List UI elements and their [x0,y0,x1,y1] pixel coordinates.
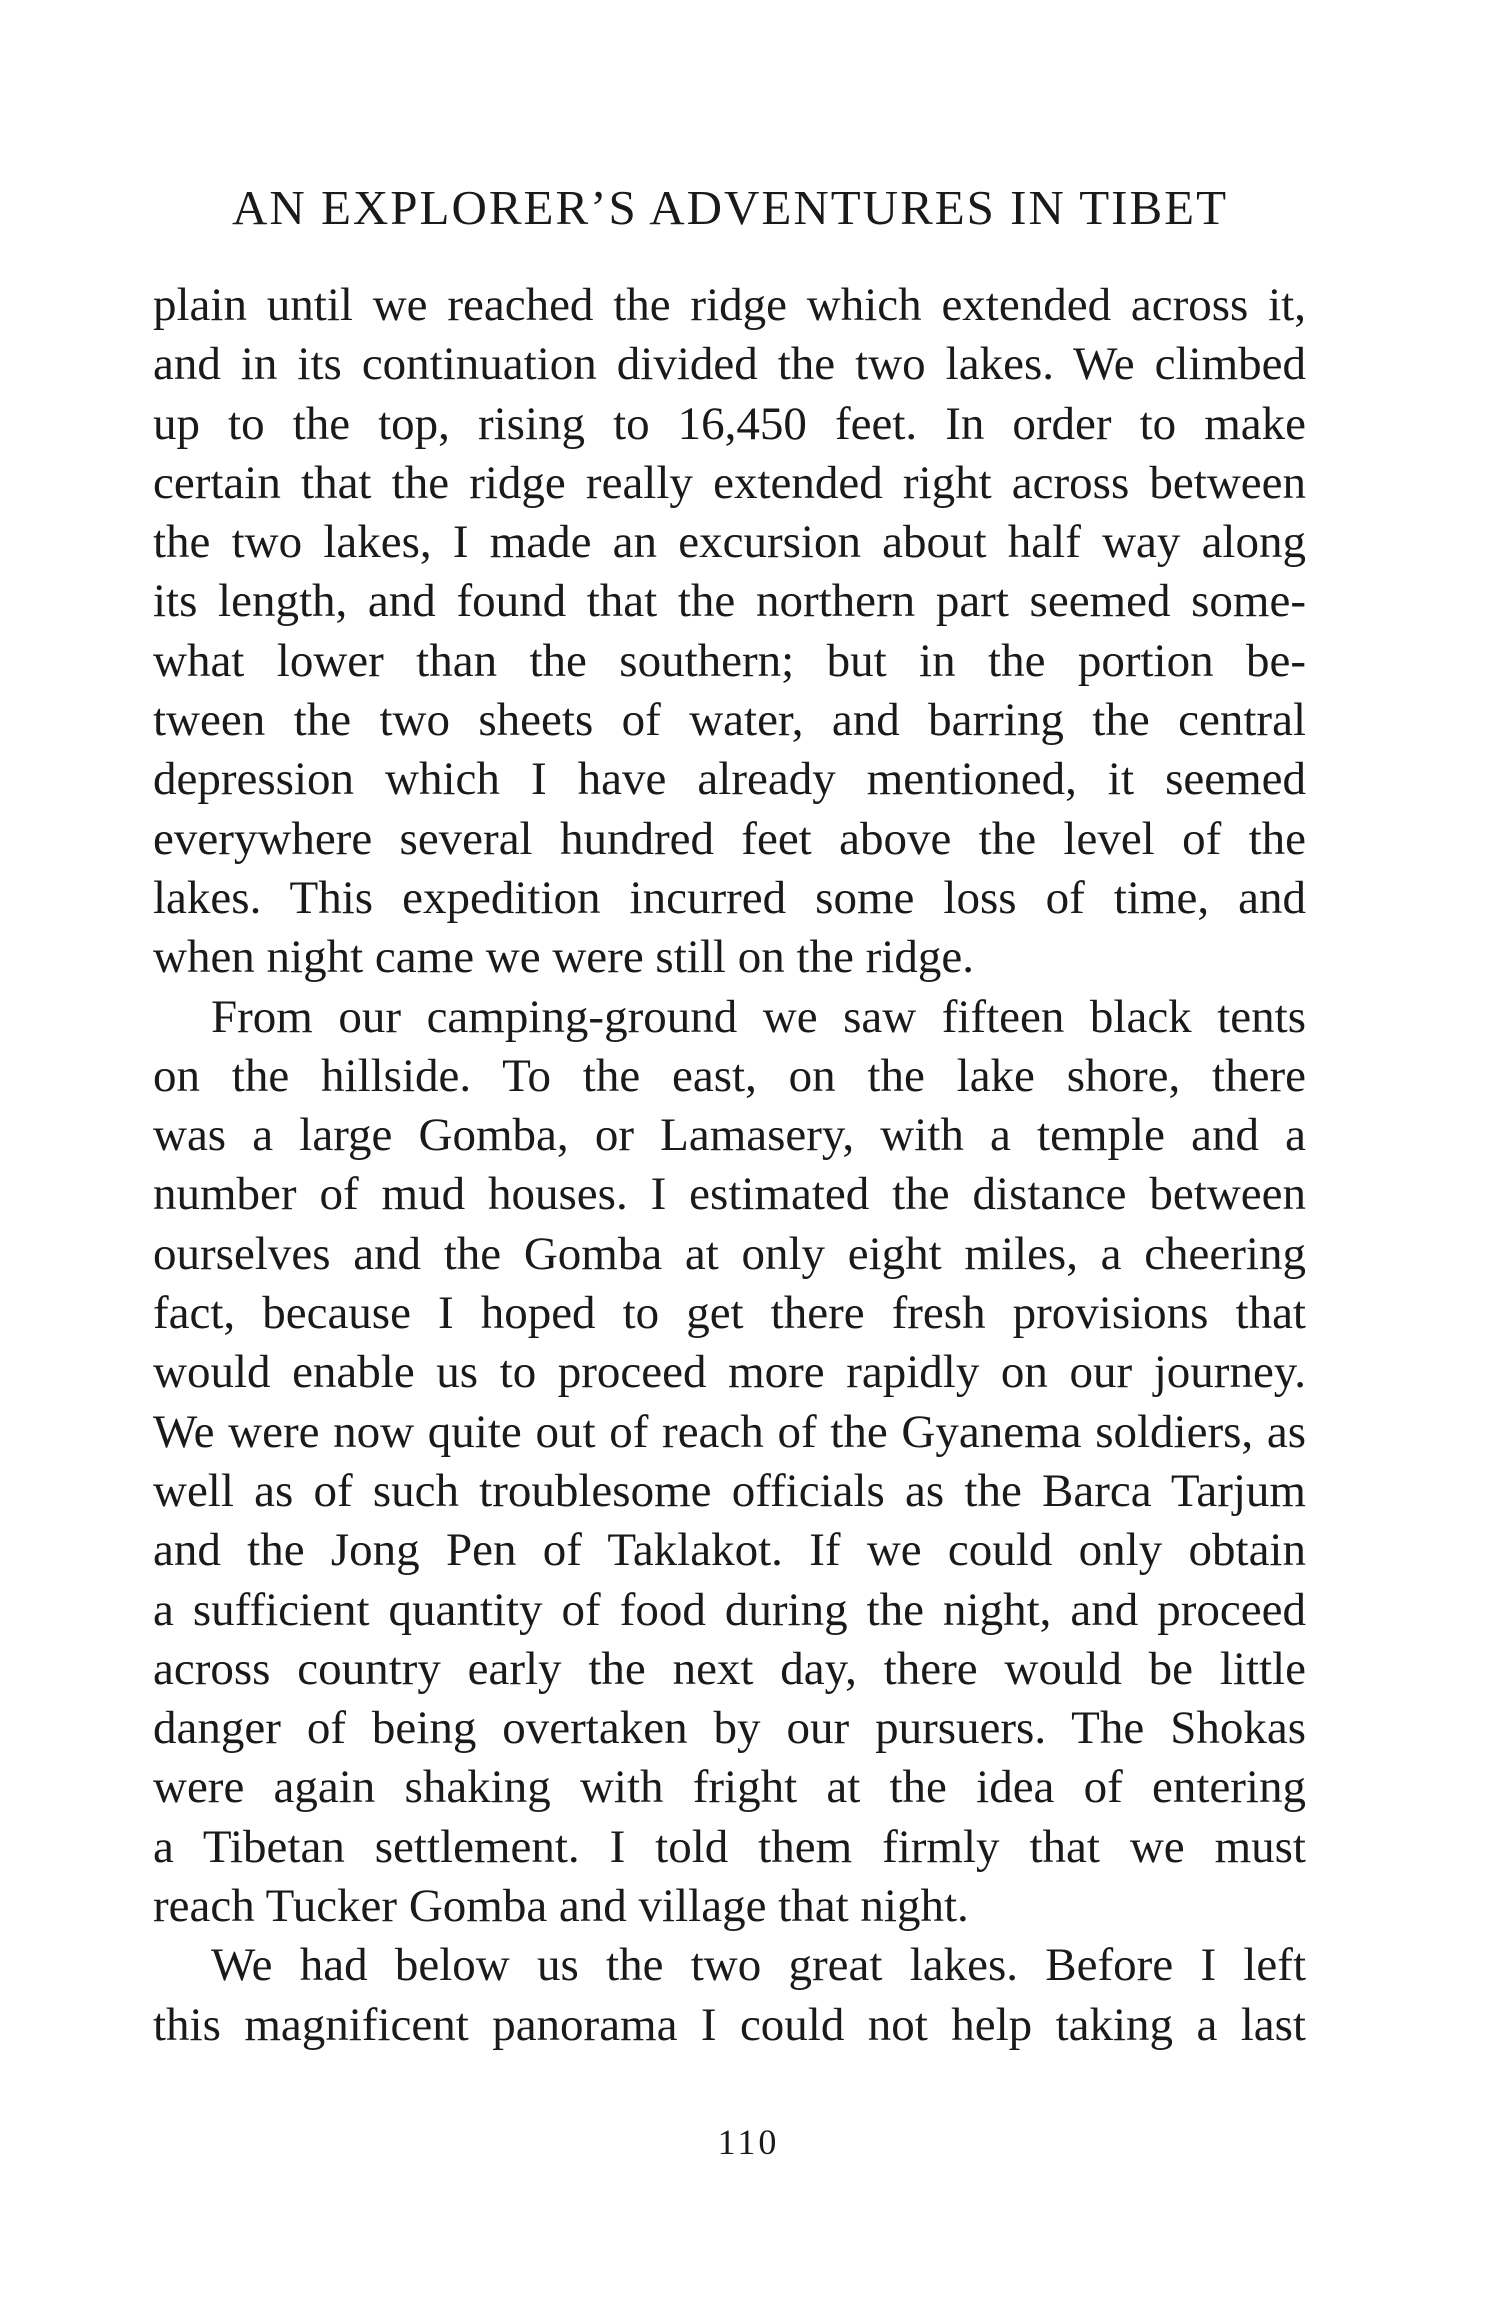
text-line: a Tibetan settlement. I told them firmly that we must [153,1820,1306,1873]
text-line: tween the two sheets of water, and barring the central [153,694,1306,747]
text-line: this magnificent panorama I could not help taking a last [153,1998,1306,2051]
text-line: plain until we reached the ridge which extended across it, [153,279,1306,331]
text-line: a sufficient quantity of food during the night, and proceed [153,1583,1306,1636]
text-line: lakes. This expedition incurred some loss of time, and [153,871,1306,924]
text-line: up to the top, rising to 16,450 feet. In order to make [153,397,1306,450]
page-number: 110 [717,2122,780,2162]
body-text [153,276,1306,2055]
paragraph [153,276,1306,988]
text-line: well as of such troublesome officials as the Barca Tarjum [153,1464,1306,1517]
running-head: AN EXPLORER’S ADVENTURES IN TIBET [231,180,1229,235]
text-line: ourselves and the Gomba at only eight miles, a cheering [153,1227,1306,1280]
text-line: was a large Gomba, or Lamasery, with a temple and a [153,1109,1306,1162]
text-line: number of mud houses. I estimated the distance between [153,1168,1306,1221]
text-line: everywhere several hundred feet above the level of the [153,812,1306,865]
text-line: across country early the next day, there would be little [153,1642,1306,1695]
text-line: From our camping-ground we saw fifteen black tents [211,990,1306,1043]
paragraph [153,988,1306,1937]
text-line: fact, because I hoped to get there fresh provisions that [153,1287,1306,1340]
text-line: reach Tucker Gomba and village that night. [153,1880,969,1933]
text-line: and the Jong Pen of Taklakot. If we could only obtain [153,1524,1306,1577]
text-line: the two lakes, I made an excursion about half way along [153,516,1306,569]
text-line: its length, and found that the northern part seemed some- [153,575,1306,628]
text-line: and in its continuation divided the two lakes. We climbed [153,338,1306,391]
text-line: danger of being overtaken by our pursuers. The Shokas [153,1702,1306,1755]
text-line: were again shaking with fright at the idea of entering [153,1761,1306,1814]
text-line: We had below us the two great lakes. Before I left [211,1939,1306,1992]
text-line: on the hillside. To the east, on the lake shore, there [153,1049,1306,1102]
text-line: what lower than the southern; but in the portion be- [153,634,1306,687]
paragraph [153,1936,1306,2055]
text-line: depression which I have already mentioned, it seemed [153,753,1306,806]
text-line: We were now quite out of reach of the Gyanema soldiers, as [153,1405,1306,1458]
text-line: certain that the ridge really extended right across between [153,456,1306,509]
text-line: would enable us to proceed more rapidly on our journey. [153,1346,1306,1399]
text-line: when night came we were still on the ridge. [153,931,974,984]
